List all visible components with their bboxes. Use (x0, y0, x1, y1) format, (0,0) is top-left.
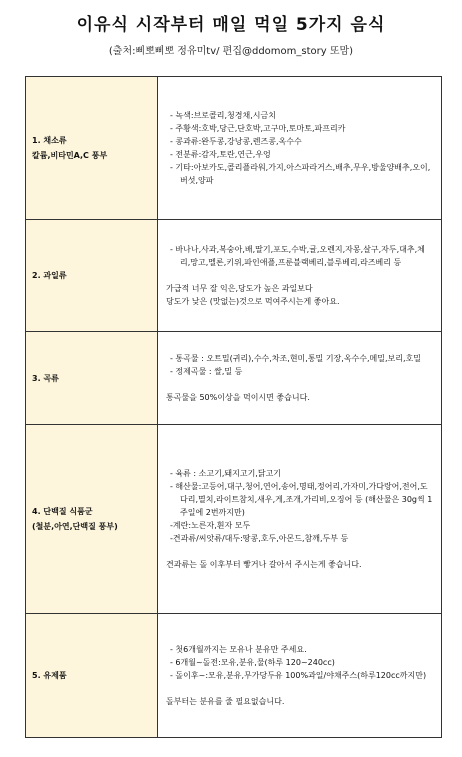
category-name: 2. 과일류 (32, 271, 67, 280)
list-item: - 첫6개월까지는 모유나 분유만 주세요. (170, 645, 307, 654)
detail-cell (158, 614, 442, 738)
category-cell (26, 77, 158, 220)
note-text: 당도가 낮은 (맛없는)것으로 먹여주시는게 좋아요. (166, 297, 340, 306)
category-sub: 칼륨,비타민A,C 풍부 (32, 151, 108, 160)
food-table (25, 76, 442, 738)
list-item: - 돌이후~:모유,분유,무가당두유 100%과일/야채주스(하루120cc까지만) (170, 671, 427, 680)
detail-cell (158, 220, 442, 332)
detail-cell (158, 77, 442, 220)
list-item: - 해산물:고등어,대구,청어,연어,송어,명태,정어리,가자미,가다랑어,전어,도다리,멸치,라이트참치,새우,게,조개,가리비,오징어 등 (해산물은 30g씩 1주일에 2번까지만) (170, 482, 433, 517)
page-title: 이유식 시작부터 매일 먹일 5가지 음식 (76, 15, 386, 35)
category-cell (26, 614, 158, 738)
list-item: -계란:노른자,흰자 모두 (170, 521, 251, 530)
category-name: 4. 단백질 식품군 (32, 507, 93, 516)
note-text: 통곡물을 50%이상을 먹이시면 좋습니다. (166, 393, 310, 402)
table-row (26, 614, 442, 738)
page-subtitle: (출처:삐뽀삐뽀 정유미tv/ 편집@ddomom_story 또맘) (108, 46, 354, 57)
detail-cell (158, 332, 442, 425)
list-item: - 육류 : 소고기,돼지고기,닭고기 (170, 469, 282, 478)
list-item: - 녹색:브로콜리,청경채,시금치 (170, 111, 276, 120)
category-cell (26, 220, 158, 332)
category-cell (26, 425, 158, 614)
table-row (26, 220, 442, 332)
list-item: - 전분류:감자,토란,연근,우엉 (170, 150, 271, 159)
category-name: 5. 유제품 (32, 671, 67, 680)
list-item: - 콩과류:완두콩,강낭콩,렌즈콩,옥수수 (170, 137, 302, 146)
list-item: - 통곡물 : 오트밀(귀리),수수,차조,현미,통밀 기장,옥수수,메밀,보리,호밀 (170, 354, 421, 363)
table-row (26, 332, 442, 425)
note-text: 견과류는 돌 이후부터 빻거나 갈아서 주시는게 좋습니다. (166, 560, 362, 569)
table-row (26, 425, 442, 614)
table-row (26, 77, 442, 220)
detail-cell (158, 425, 442, 614)
note-text: 돌부터는 분유를 줄 필요없습니다. (166, 697, 285, 706)
list-item: -견과류/씨앗류/대두:땅콩,호두,아몬드,참깨,두부 등 (170, 534, 349, 543)
list-item: - 정제곡물 : 쌀,밀 등 (170, 367, 243, 376)
note-text: 가급적 너무 잘 익은,당도가 높은 과일보다 (166, 284, 313, 293)
category-name: 1. 채소류 (32, 136, 67, 145)
list-item: - 바나나,사과,복숭아,배,딸기,포도,수박,귤,오렌지,자몽,살구,자두,대추,체리,망고,멜론,키위,파인애플,프룬블랙베리,블루베리,라즈베리 등 (170, 245, 425, 267)
list-item: - 주황색:호박,당근,단호박,고구마,토마토,파프리카 (170, 124, 346, 133)
category-name: 3. 곡류 (32, 373, 59, 383)
list-item: - 6개월~돌전:모유,분유,물(하루 120~240cc) (170, 658, 335, 667)
category-sub: (철분,아연,단백질 풍부) (32, 522, 118, 531)
list-item: - 기타:아보카도,콜리플라워,가지,아스파라거스,배추,무우,방울양배추,오이,버섯,양파 (170, 163, 431, 185)
category-cell (26, 332, 158, 425)
